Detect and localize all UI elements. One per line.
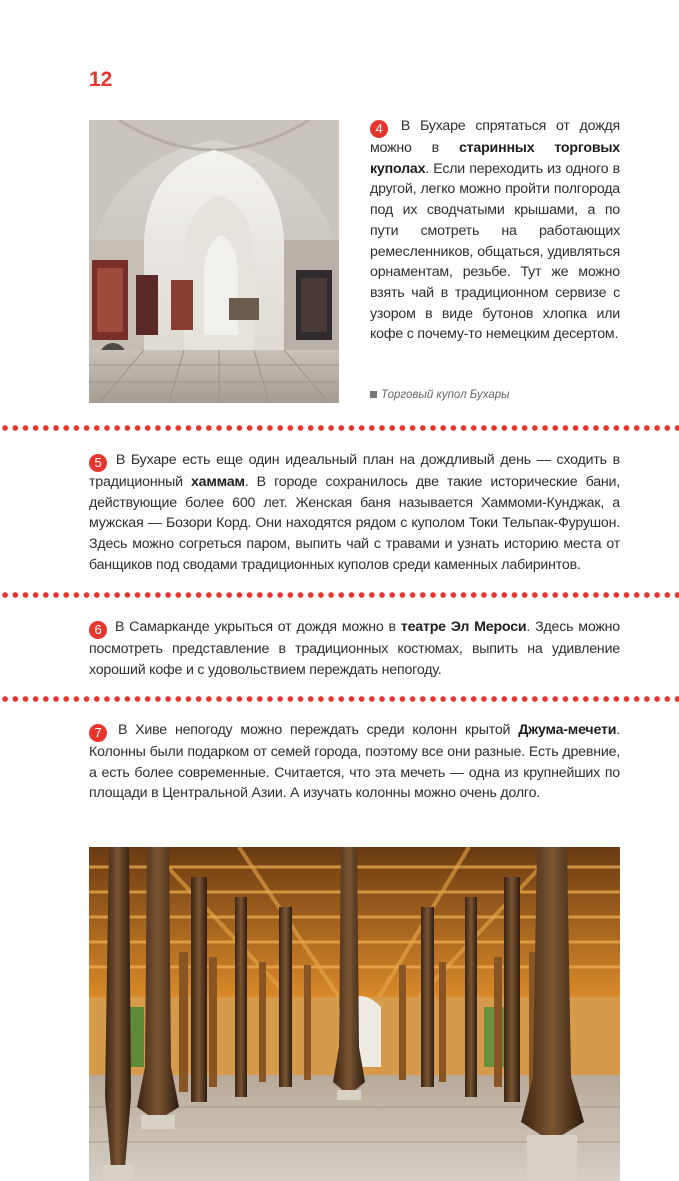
section-5-text: 5 В Бухаре есть еще один идеальный план на дождливый день — сходить в традиционный хаммам. В городе сохранилось две такие исторические бани, действующие более 600 лет. Женская баня называется Хаммоми-Кунджак, а мужская — Бозори Корд. Они находятся рядом с куполом Токи Тельпак-Фурушон. Здесь можно согреться паром, выпить чай с травами и узнать историю места от банщиков под сводами традиционных куполов среди каменных лабиринтов. [89, 452, 620, 573]
section-4-text: 4 В Бухаре спрятаться от дождя можно в старинных торговых куполах. Если переходить из одного в другой, легко можно пройти полгорода под их сводчатыми крышами, а по пути смотреть на работающих ремесленников, общаться, удивляться орнаментам, резьбе. Тут же можно взять чай в традиционном сервизе с узором в виде бутонов хлопка или кофе с почему-то немецким десертом. [370, 118, 620, 343]
section-4-badge: 4 [370, 120, 388, 138]
caption-bullet-icon [370, 391, 377, 398]
section-6-highlight: театре Эл Мероси [400, 619, 527, 635]
section-5-highlight: хаммам [190, 474, 245, 490]
juma-mosque-photo [89, 847, 620, 1181]
section-7-text: 7 В Хиве непогоду можно переждать среди колонн крытой Джума-мечети. Колонны были подарком от семей города, поэтому все они разные. Есть древние, а есть более современные. Считается, что эта мечеть — одна из крупнейших по площади в Центральной Азии. А изучать колонны можно очень долго. [89, 722, 620, 802]
section-7-badge: 7 [89, 724, 107, 742]
section-4-highlight: старинных торговых куполах [370, 140, 620, 177]
dotted-divider [0, 695, 679, 703]
trading-dome-photo [89, 120, 339, 403]
dotted-divider [0, 591, 679, 599]
section-6-badge: 6 [89, 621, 107, 639]
page-number: 12 [89, 68, 113, 91]
photo-caption: Торговый купол Бухары [370, 389, 510, 401]
section-5-badge: 5 [89, 454, 107, 472]
section-6-text: 6 В Самарканде укрыться от дождя можно в театре Эл Мероси. Здесь можно посмотреть представление в традиционных костюмах, выпить на удивление хороший кофе и с удовольствием переждать непогоду. [89, 619, 620, 678]
section-7-highlight: Джума-мечети [518, 722, 617, 738]
dotted-divider [0, 424, 679, 432]
